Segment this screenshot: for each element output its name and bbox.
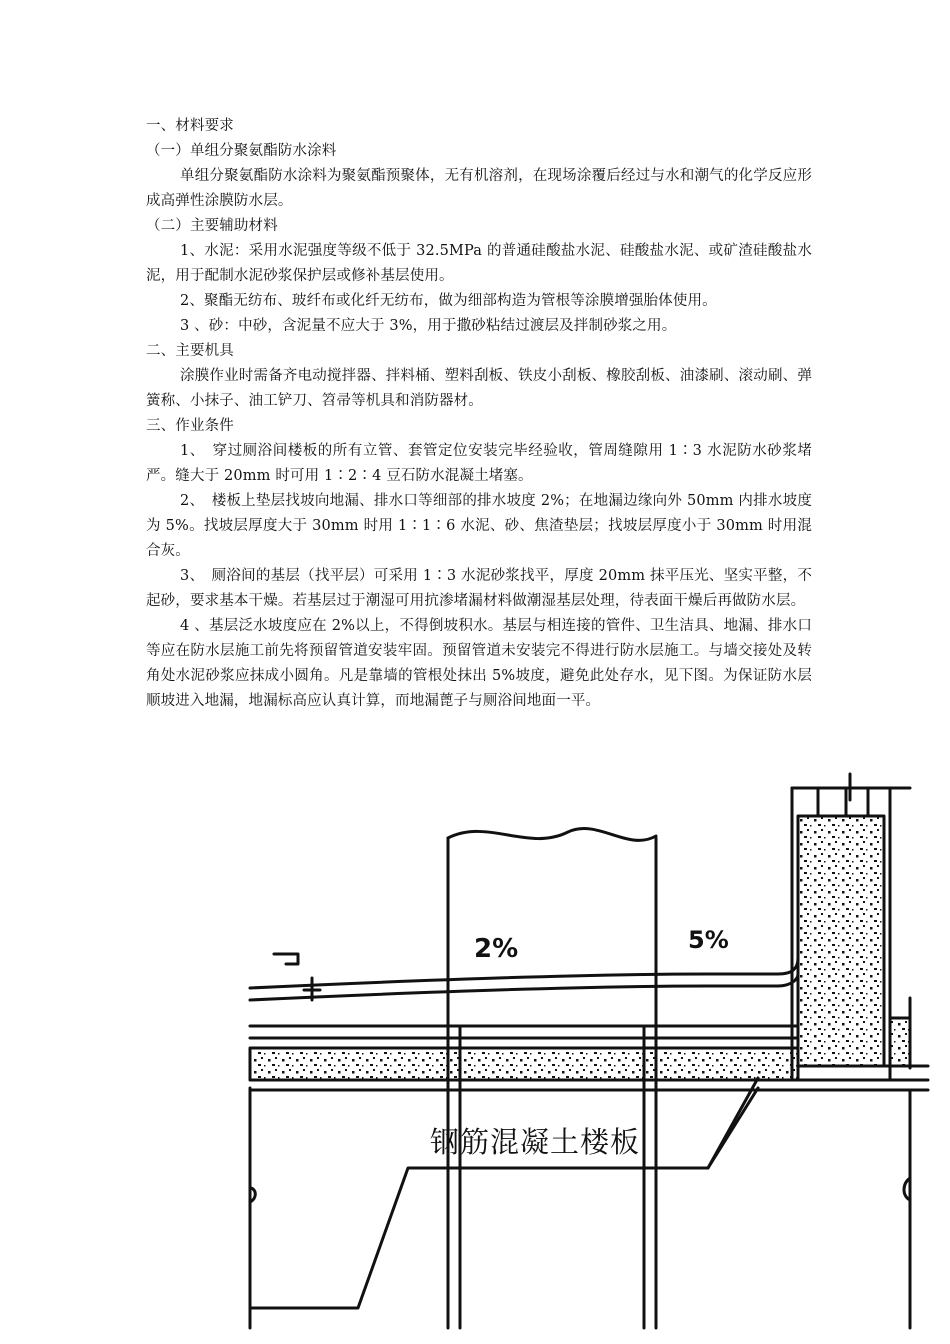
subheading-auxiliary-materials: （二）主要辅助材料 [146, 218, 278, 234]
slab-bottom-outline [250, 1078, 758, 1308]
paragraph-condition-1: 1、 穿过厕浴间楼板的所有立管、套管定位安装完毕经验收，管周缝隙用 1∶3 水泥防水砂浆堵严。缝大于 20mm 时可用 1∶2∶4 豆石防水混凝土堵塞。 [146, 443, 812, 484]
floor-section-drawing [238, 768, 938, 1344]
heading-work-conditions: 三、作业条件 [146, 418, 234, 434]
slope-label-wall: 5% [688, 926, 729, 954]
paragraph-cement: 1、水泥：采用水泥强度等级不低于 32.5MPa 的普通硅酸盐水泥、硅酸盐水泥、或矿渣硅酸盐水泥，用于配制水泥砂浆保护层或修补基层使用。 [146, 243, 812, 284]
wall-concrete [798, 816, 884, 1066]
paragraph-condition-2: 2、 楼板上垫层找坡向地漏、排水口等细部的排水坡度 2%；在地漏边缘向外 50mm 内排水坡度为 5%。找坡层厚度大于 30mm 时用 1∶1∶6 水泥、砂、焦渣垫层；找坡层厚度小于 30mm 时用混合灰。 [146, 493, 812, 559]
paragraph-fabric: 2、聚酯无纺布、玻纤布或化纤无纺布，做为细部构造为管根等涂膜增强胎体使用。 [180, 293, 717, 309]
paragraph-condition-3: 3、 厕浴间的基层（找平层）可采用 1∶3 水泥砂浆找平，厚度 20mm 抹平压光、坚实平整，不起砂，要求基本干燥。若基层过于潮湿可用抗渗堵漏材料做潮湿基层处理，待表面干燥后再做防水层。 [146, 568, 812, 609]
paragraph-coating-description: 单组分聚氨酯防水涂料为聚氨酯预聚体，无有机溶剂，在现场涂覆后经过与水和潮气的化学反应形成高弹性涂膜防水层。 [146, 168, 812, 209]
slope-layer-top [250, 958, 798, 988]
heading-main-tools: 二、主要机具 [146, 343, 234, 359]
heading-material-requirements: 一、材料要求 [146, 118, 234, 134]
section-drawing-svg [238, 768, 938, 1344]
slab-label: 钢筋混凝土楼板 [430, 1125, 641, 1159]
concrete-screed-layer [250, 1048, 798, 1080]
subheading-polyurethane-coating: （一）单组分聚氨酯防水涂料 [146, 143, 337, 159]
document-body [146, 114, 812, 714]
slope-label-pipe: 2% [474, 934, 519, 964]
paragraph-condition-4: 4 、基层泛水坡度应在 2%以上，不得倒坡积水。基层与相连接的管件、卫生洁具、地漏、排水口等应在防水层施工前先将预留管道安装牢固。预留管道未安装完不得进行防水层施工。与墙交接处及转角处水泥砂浆应抹成小圆角。凡是靠墙的管根处抹出 5%坡度，避免此处存水，见下图。为保证防水层顺坡进入地漏，地漏标高应认真计算，而地漏蓖子与厕浴间地面一平。 [146, 618, 812, 709]
paragraph-sand: 3 、砂：中砂，含泥量不应大于 3%，用于撒砂粘结过渡层及拌制砂浆之用。 [180, 318, 677, 334]
paragraph-tools: 涂膜作业时需备齐电动搅拌器、拌料桶、塑料刮板、铁皮小刮板、橡胶刮板、油漆刷、滚动刷、弹簧称、小抹子、油工铲刀、笤帚等机具和消防器材。 [146, 368, 812, 409]
